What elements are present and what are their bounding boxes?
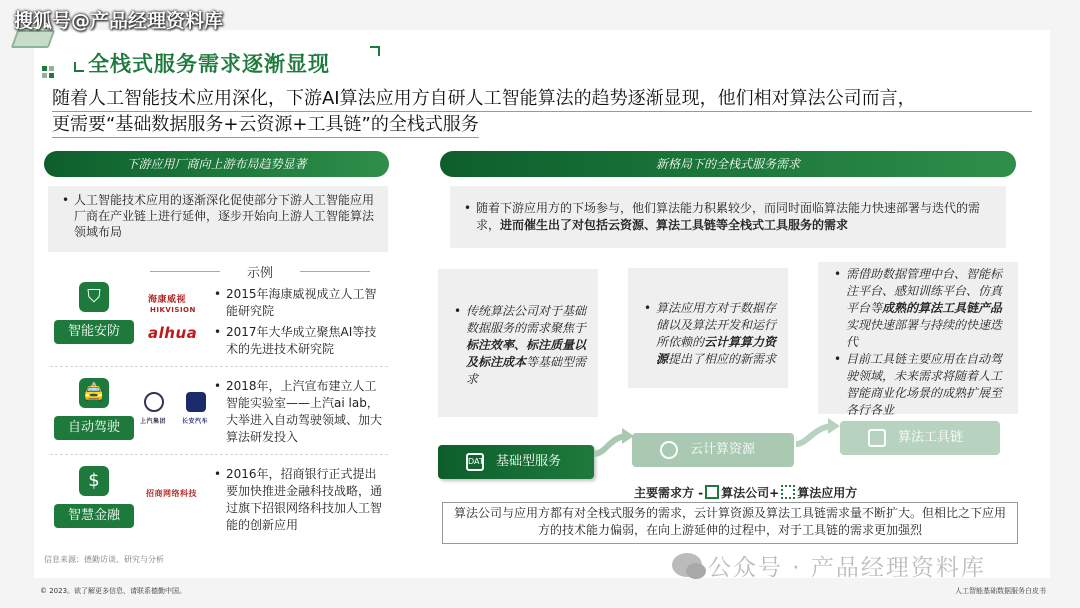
conclusion-box: 算法公司与应用方都有对全栈式服务的需求，云计算资源及算法工具链需求量不断扩大。但相比之下应用方的技术能力偏弱，在向上游延伸的过程中，对于工具链的需求更加强烈 (442, 502, 1018, 544)
logo-dots-icon (42, 66, 56, 80)
hikvision-logo: 海康威视 (148, 295, 187, 305)
wechat-icon (672, 553, 702, 577)
bottom-watermark: 公众号 · 产品经理资料库 (708, 555, 986, 581)
chip-cloud-resource: 云计算资源 (632, 433, 794, 467)
example-finance-1: • 2016年，招商银行正式提出要加快推进金融科技战略，通过旗下招银网络科技加人工智能的创新应用 (214, 466, 386, 534)
example-label: 示例 (140, 262, 380, 281)
cmb-network-logo: 招商网络科技 (146, 489, 197, 498)
page-title: 全栈式服务需求逐渐显现 (88, 52, 330, 76)
app-side-icon (781, 485, 795, 499)
need-column-basic: • 传统算法公司对于基础数据服务的需求聚焦于标注效率、标注质量以及标注成本等基础型需求 (438, 269, 598, 417)
report-name: 人工智能基础数据服务白皮书 (955, 587, 1046, 595)
category-label: 智慧金融 (54, 504, 134, 528)
right-summary-text: • 随着下游应用方的下场参与，他们算法能力积累较少，而同时面临算法能力快速部署与迭代的需求，进而催生出了对包括云资源、算法工具链等全栈式工具服务的需求 (464, 200, 986, 234)
dahua-logo: alhua (148, 324, 198, 342)
left-summary-box (48, 186, 388, 252)
copyright-note: © 2023。欲了解更多信息，请联系德勤中国。 (40, 587, 187, 595)
saic-logo-icon (144, 392, 164, 412)
category-label: 智能安防 (54, 320, 134, 344)
divider (50, 454, 388, 455)
divider (50, 366, 388, 367)
title-corner-bl (74, 62, 84, 72)
intro-line-2: 更需要“基础数据服务+云资源+工具链”的全栈式服务 (52, 112, 479, 138)
category-security (54, 282, 134, 344)
category-smart-finance (54, 466, 134, 528)
chip-algorithm-toolchain: 算法工具链 (840, 421, 1000, 455)
intro-text (52, 86, 1032, 138)
arrow-up-right-icon (592, 428, 634, 458)
example-security-2: • 2017年大华成立聚焦AI等技术的先进技术研究院 (214, 324, 386, 358)
need-column-cloud: • 算法应用方对于数据存储以及算法开发和运行所依赖的云计算算力资源提出了相应的新需求 (628, 268, 788, 388)
intro-line-1: 随着人工智能技术应用深化，下游AI算法应用方自研人工智能算法的趋势逐渐显现，他们相对算法公司而言， (52, 86, 1032, 112)
data-file-icon: DAT (466, 453, 484, 471)
main-demand-line: 主要需求方 - 算法公司+ 算法应用方 (634, 486, 858, 500)
chip-basic-service: DAT 基础型服务 (438, 445, 594, 479)
coins-dollar-icon: $ (79, 466, 109, 496)
example-security-1: • 2015年海康威视成立人工智能研究院 (214, 286, 386, 320)
example-driving-1: • 2018年，上汽宣布建立人工智能实验室——上汽ai lab，大举进入自动驾驶领域、加大算法研发投入 (214, 378, 386, 446)
left-summary-text: • 人工智能技术应用的逐渐深化促使部分下游人工智能应用厂商在产业链上进行延伸，逐步开始向上游人工智能算法领域布局 (62, 192, 380, 240)
hikvision-logo-en: HIKVISION (150, 306, 196, 314)
category-label: 自动驾驶 (54, 416, 134, 440)
category-autonomous-driving (54, 378, 134, 440)
top-watermark: 搜狐号@产品经理资料库 (14, 10, 224, 32)
right-summary-box (450, 186, 1006, 248)
need-column-toolchain: • 需借助数据管理中台、智能标注平台、感知训练平台、仿真平台等成熟的算法工具链产品实现快速部署与持续的快速迭代 • 目前工具链主要应用在自动驾驶领域，未来需求将随着人工智能商业化场景的成熟扩展至各行各业 (818, 262, 1018, 414)
car-icon: 🚖 (79, 378, 109, 408)
changan-logo-icon (186, 392, 206, 412)
algorithm-company-icon (705, 485, 719, 499)
saic-logo-text: 上汽集团 (140, 418, 167, 425)
arrow-up-right-icon (794, 418, 840, 448)
title-corner-tr (370, 46, 380, 56)
checklist-icon (868, 429, 886, 447)
changan-logo-text: 长安汽车 (182, 418, 209, 425)
network-nodes-icon (660, 441, 678, 459)
source-note: 信息来源：德勤访谈、研究与分析 (44, 555, 164, 564)
right-section-header: 新格局下的全栈式服务需求 (440, 151, 1016, 177)
left-section-header: 下游应用厂商向上游布局趋势显著 (44, 151, 389, 177)
shield-person-icon: ⛉ (79, 282, 109, 312)
